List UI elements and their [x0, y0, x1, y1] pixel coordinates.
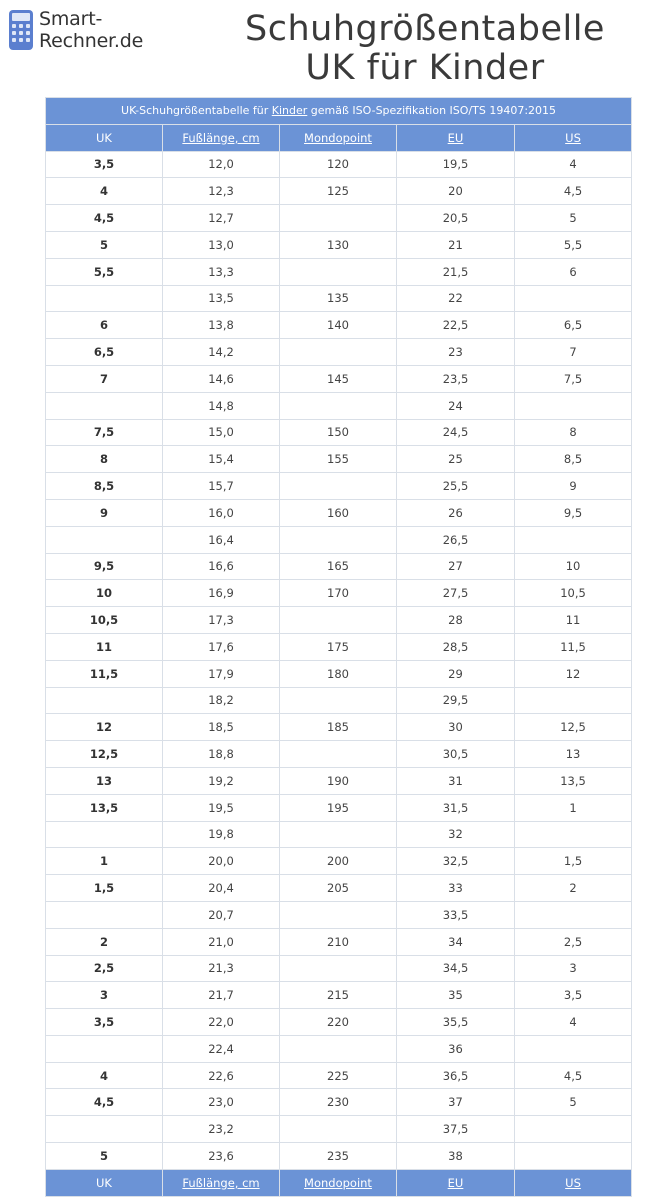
table-row	[46, 205, 632, 232]
mondopoint-cell: 210	[280, 928, 397, 955]
foot-length-cell: 13,0	[163, 231, 280, 258]
table-row	[46, 1009, 632, 1036]
us-size-cell	[515, 526, 632, 553]
eu-size-cell: 32	[397, 821, 515, 848]
footer-header-us[interactable]: US	[515, 1169, 632, 1196]
uk-size-cell: 13	[46, 767, 163, 794]
mondopoint-cell	[280, 821, 397, 848]
table-row	[46, 151, 632, 178]
uk-size-cell: 11	[46, 633, 163, 660]
table-row	[46, 473, 632, 500]
table-row	[46, 1143, 632, 1170]
table-row	[46, 607, 632, 634]
mondopoint-cell: 135	[280, 285, 397, 312]
foot-length-cell: 16,9	[163, 580, 280, 607]
us-size-cell: 1	[515, 794, 632, 821]
us-size-cell: 13	[515, 741, 632, 768]
us-size-cell: 7	[515, 339, 632, 366]
mondopoint-cell: 150	[280, 419, 397, 446]
table-footer-row	[46, 1169, 632, 1196]
mondopoint-cell: 180	[280, 660, 397, 687]
mondopoint-cell	[280, 607, 397, 634]
us-size-cell: 6,5	[515, 312, 632, 339]
mondopoint-cell: 165	[280, 553, 397, 580]
mondopoint-cell: 145	[280, 365, 397, 392]
eu-size-cell: 25,5	[397, 473, 515, 500]
eu-size-cell: 27	[397, 553, 515, 580]
table-row	[46, 928, 632, 955]
foot-length-cell: 15,4	[163, 446, 280, 473]
us-size-cell	[515, 392, 632, 419]
mondopoint-cell: 155	[280, 446, 397, 473]
table-row	[46, 285, 632, 312]
foot-length-cell: 21,3	[163, 955, 280, 982]
table-caption-post: gemäß ISO-Spezifikation ISO/TS 19407:2015	[307, 104, 557, 118]
table-row	[46, 446, 632, 473]
eu-size-cell: 34,5	[397, 955, 515, 982]
foot-length-cell: 15,0	[163, 419, 280, 446]
mondopoint-cell: 185	[280, 714, 397, 741]
eu-size-cell: 27,5	[397, 580, 515, 607]
table-row	[46, 580, 632, 607]
uk-size-cell: 8,5	[46, 473, 163, 500]
us-size-cell: 10	[515, 553, 632, 580]
table-row	[46, 419, 632, 446]
us-size-cell: 4	[515, 151, 632, 178]
mondopoint-cell	[280, 1116, 397, 1143]
foot-length-cell: 14,2	[163, 339, 280, 366]
column-header-uk: UK	[46, 124, 163, 151]
foot-length-cell: 20,0	[163, 848, 280, 875]
uk-size-cell: 4	[46, 1062, 163, 1089]
foot-length-cell: 14,6	[163, 365, 280, 392]
eu-size-cell: 22,5	[397, 312, 515, 339]
column-header-mondopoint[interactable]: Mondopoint	[280, 124, 397, 151]
foot-length-cell: 13,3	[163, 258, 280, 285]
foot-length-cell: 20,7	[163, 901, 280, 928]
uk-size-cell	[46, 1035, 163, 1062]
eu-size-cell: 37,5	[397, 1116, 515, 1143]
eu-size-cell: 28	[397, 607, 515, 634]
mondopoint-cell: 140	[280, 312, 397, 339]
us-size-cell: 3	[515, 955, 632, 982]
eu-size-cell: 26,5	[397, 526, 515, 553]
eu-size-cell: 31	[397, 767, 515, 794]
uk-size-cell: 6	[46, 312, 163, 339]
foot-length-cell: 22,4	[163, 1035, 280, 1062]
us-size-cell: 5	[515, 205, 632, 232]
eu-size-cell: 26	[397, 499, 515, 526]
eu-size-cell: 24,5	[397, 419, 515, 446]
page-title-line-1: Schuhgrößentabelle	[245, 9, 605, 49]
uk-size-cell	[46, 687, 163, 714]
mondopoint-cell	[280, 473, 397, 500]
foot-length-cell: 23,2	[163, 1116, 280, 1143]
foot-length-cell: 17,9	[163, 660, 280, 687]
uk-size-cell: 12,5	[46, 741, 163, 768]
eu-size-cell: 37	[397, 1089, 515, 1116]
column-header-us[interactable]: US	[515, 124, 632, 151]
uk-size-cell	[46, 526, 163, 553]
uk-size-cell: 9	[46, 499, 163, 526]
uk-size-cell: 10,5	[46, 607, 163, 634]
foot-length-cell: 16,0	[163, 499, 280, 526]
us-size-cell: 10,5	[515, 580, 632, 607]
us-size-cell: 6	[515, 258, 632, 285]
foot-length-cell: 18,5	[163, 714, 280, 741]
uk-size-cell: 7,5	[46, 419, 163, 446]
table-row	[46, 875, 632, 902]
eu-size-cell: 38	[397, 1143, 515, 1170]
mondopoint-cell: 195	[280, 794, 397, 821]
us-size-cell: 5	[515, 1089, 632, 1116]
us-size-cell: 12	[515, 660, 632, 687]
mondopoint-cell: 120	[280, 151, 397, 178]
uk-size-cell: 5	[46, 1143, 163, 1170]
foot-length-cell: 13,8	[163, 312, 280, 339]
table-row	[46, 339, 632, 366]
brand-line-2: Rechner.de	[39, 30, 144, 52]
eu-size-cell: 34	[397, 928, 515, 955]
uk-size-cell: 5	[46, 231, 163, 258]
table-row	[46, 365, 632, 392]
shoe-size-table	[45, 97, 632, 1197]
us-size-cell: 4,5	[515, 1062, 632, 1089]
us-size-cell: 9,5	[515, 499, 632, 526]
uk-size-cell: 3,5	[46, 151, 163, 178]
table-row	[46, 821, 632, 848]
table-row	[46, 982, 632, 1009]
uk-size-cell: 4,5	[46, 205, 163, 232]
table-row	[46, 1116, 632, 1143]
table-row	[46, 553, 632, 580]
foot-length-cell: 18,8	[163, 741, 280, 768]
eu-size-cell: 36,5	[397, 1062, 515, 1089]
footer-header-eu[interactable]: EU	[397, 1169, 515, 1196]
uk-size-cell: 3	[46, 982, 163, 1009]
foot-length-cell: 16,6	[163, 553, 280, 580]
table-header-row	[46, 124, 632, 151]
footer-header-foot-length[interactable]: Fußlänge, cm	[163, 1169, 280, 1196]
foot-length-cell: 17,6	[163, 633, 280, 660]
eu-size-cell: 32,5	[397, 848, 515, 875]
uk-size-cell: 8	[46, 446, 163, 473]
table-row	[46, 741, 632, 768]
mondopoint-cell	[280, 955, 397, 982]
uk-size-cell: 2,5	[46, 955, 163, 982]
table-row	[46, 767, 632, 794]
us-size-cell: 8	[515, 419, 632, 446]
eu-size-cell: 21,5	[397, 258, 515, 285]
column-header-eu[interactable]: EU	[397, 124, 515, 151]
eu-size-cell: 23	[397, 339, 515, 366]
table-row	[46, 1035, 632, 1062]
us-size-cell: 11,5	[515, 633, 632, 660]
us-size-cell: 8,5	[515, 446, 632, 473]
eu-size-cell: 29,5	[397, 687, 515, 714]
table-row	[46, 392, 632, 419]
foot-length-cell: 23,0	[163, 1089, 280, 1116]
uk-size-cell: 4,5	[46, 1089, 163, 1116]
mondopoint-cell	[280, 392, 397, 419]
uk-size-cell: 3,5	[46, 1009, 163, 1036]
eu-size-cell: 35,5	[397, 1009, 515, 1036]
mondopoint-cell: 170	[280, 580, 397, 607]
mondopoint-cell: 235	[280, 1143, 397, 1170]
uk-size-cell	[46, 1116, 163, 1143]
mondopoint-cell	[280, 1035, 397, 1062]
uk-size-cell: 1	[46, 848, 163, 875]
table-row	[46, 526, 632, 553]
mondopoint-cell: 215	[280, 982, 397, 1009]
uk-size-cell	[46, 392, 163, 419]
eu-size-cell: 20	[397, 178, 515, 205]
foot-length-cell: 17,3	[163, 607, 280, 634]
table-caption-pre: UK-Schuhgrößentabelle für	[121, 104, 272, 118]
us-size-cell: 2,5	[515, 928, 632, 955]
uk-size-cell: 13,5	[46, 794, 163, 821]
table-row	[46, 794, 632, 821]
uk-size-cell: 7	[46, 365, 163, 392]
footer-header-uk: UK	[46, 1169, 163, 1196]
uk-size-cell	[46, 821, 163, 848]
table-row	[46, 714, 632, 741]
us-size-cell	[515, 285, 632, 312]
page-title	[205, 10, 645, 88]
eu-size-cell: 23,5	[397, 365, 515, 392]
us-size-cell	[515, 901, 632, 928]
eu-size-cell: 35	[397, 982, 515, 1009]
mondopoint-cell	[280, 901, 397, 928]
foot-length-cell: 19,2	[163, 767, 280, 794]
table-row	[46, 1062, 632, 1089]
eu-size-cell: 31,5	[397, 794, 515, 821]
eu-size-cell: 30	[397, 714, 515, 741]
us-size-cell: 13,5	[515, 767, 632, 794]
foot-length-cell: 21,7	[163, 982, 280, 1009]
us-size-cell: 9	[515, 473, 632, 500]
uk-size-cell: 1,5	[46, 875, 163, 902]
eu-size-cell: 33	[397, 875, 515, 902]
table-row	[46, 499, 632, 526]
mondopoint-cell: 160	[280, 499, 397, 526]
table-row	[46, 258, 632, 285]
uk-size-cell: 5,5	[46, 258, 163, 285]
uk-size-cell: 11,5	[46, 660, 163, 687]
mondopoint-cell	[280, 741, 397, 768]
us-size-cell	[515, 1035, 632, 1062]
uk-size-cell: 6,5	[46, 339, 163, 366]
table-row	[46, 312, 632, 339]
table-row	[46, 901, 632, 928]
page-header	[0, 0, 670, 97]
table-caption	[46, 98, 632, 125]
eu-size-cell: 33,5	[397, 901, 515, 928]
uk-size-cell: 9,5	[46, 553, 163, 580]
mondopoint-cell: 175	[280, 633, 397, 660]
brand-name[interactable]	[39, 8, 143, 52]
eu-size-cell: 19,5	[397, 151, 515, 178]
mondopoint-cell: 220	[280, 1009, 397, 1036]
us-size-cell: 4,5	[515, 178, 632, 205]
table-caption-link[interactable]: Kinder	[271, 104, 308, 118]
foot-length-cell: 22,0	[163, 1009, 280, 1036]
us-size-cell: 7,5	[515, 365, 632, 392]
mondopoint-cell	[280, 205, 397, 232]
us-size-cell: 2	[515, 875, 632, 902]
eu-size-cell: 22	[397, 285, 515, 312]
foot-length-cell: 16,4	[163, 526, 280, 553]
page-title-line-2: UK für Kinder	[305, 48, 545, 88]
foot-length-cell: 21,0	[163, 928, 280, 955]
mondopoint-cell: 125	[280, 178, 397, 205]
table-row	[46, 231, 632, 258]
foot-length-cell: 18,2	[163, 687, 280, 714]
us-size-cell	[515, 687, 632, 714]
mondopoint-cell: 200	[280, 848, 397, 875]
footer-header-mondopoint[interactable]: Mondopoint	[280, 1169, 397, 1196]
us-size-cell: 5,5	[515, 231, 632, 258]
foot-length-cell: 19,8	[163, 821, 280, 848]
uk-size-cell: 10	[46, 580, 163, 607]
uk-size-cell: 12	[46, 714, 163, 741]
foot-length-cell: 23,6	[163, 1143, 280, 1170]
foot-length-cell: 13,5	[163, 285, 280, 312]
mondopoint-cell	[280, 687, 397, 714]
table-row	[46, 687, 632, 714]
table-row	[46, 633, 632, 660]
eu-size-cell: 20,5	[397, 205, 515, 232]
us-size-cell	[515, 1116, 632, 1143]
us-size-cell: 1,5	[515, 848, 632, 875]
eu-size-cell: 29	[397, 660, 515, 687]
mondopoint-cell: 205	[280, 875, 397, 902]
foot-length-cell: 20,4	[163, 875, 280, 902]
column-header-foot-length[interactable]: Fußlänge, cm	[163, 124, 280, 151]
table-row	[46, 660, 632, 687]
brand-line-1: Smart-	[39, 8, 103, 30]
foot-length-cell: 14,8	[163, 392, 280, 419]
mondopoint-cell: 230	[280, 1089, 397, 1116]
table-row	[46, 848, 632, 875]
us-size-cell: 3,5	[515, 982, 632, 1009]
eu-size-cell: 21	[397, 231, 515, 258]
mondopoint-cell	[280, 339, 397, 366]
us-size-cell: 11	[515, 607, 632, 634]
us-size-cell: 4	[515, 1009, 632, 1036]
eu-size-cell: 28,5	[397, 633, 515, 660]
uk-size-cell	[46, 901, 163, 928]
mondopoint-cell	[280, 526, 397, 553]
foot-length-cell: 12,3	[163, 178, 280, 205]
us-size-cell	[515, 821, 632, 848]
eu-size-cell: 24	[397, 392, 515, 419]
us-size-cell: 12,5	[515, 714, 632, 741]
mondopoint-cell: 225	[280, 1062, 397, 1089]
foot-length-cell: 12,0	[163, 151, 280, 178]
foot-length-cell: 15,7	[163, 473, 280, 500]
table-row	[46, 955, 632, 982]
uk-size-cell	[46, 285, 163, 312]
foot-length-cell: 12,7	[163, 205, 280, 232]
foot-length-cell: 19,5	[163, 794, 280, 821]
eu-size-cell: 36	[397, 1035, 515, 1062]
us-size-cell	[515, 1143, 632, 1170]
uk-size-cell: 4	[46, 178, 163, 205]
eu-size-cell: 25	[397, 446, 515, 473]
foot-length-cell: 22,6	[163, 1062, 280, 1089]
mondopoint-cell: 130	[280, 231, 397, 258]
uk-size-cell: 2	[46, 928, 163, 955]
table-row	[46, 178, 632, 205]
table-row	[46, 1089, 632, 1116]
mondopoint-cell	[280, 258, 397, 285]
eu-size-cell: 30,5	[397, 741, 515, 768]
calculator-logo-icon[interactable]	[9, 10, 33, 50]
mondopoint-cell: 190	[280, 767, 397, 794]
